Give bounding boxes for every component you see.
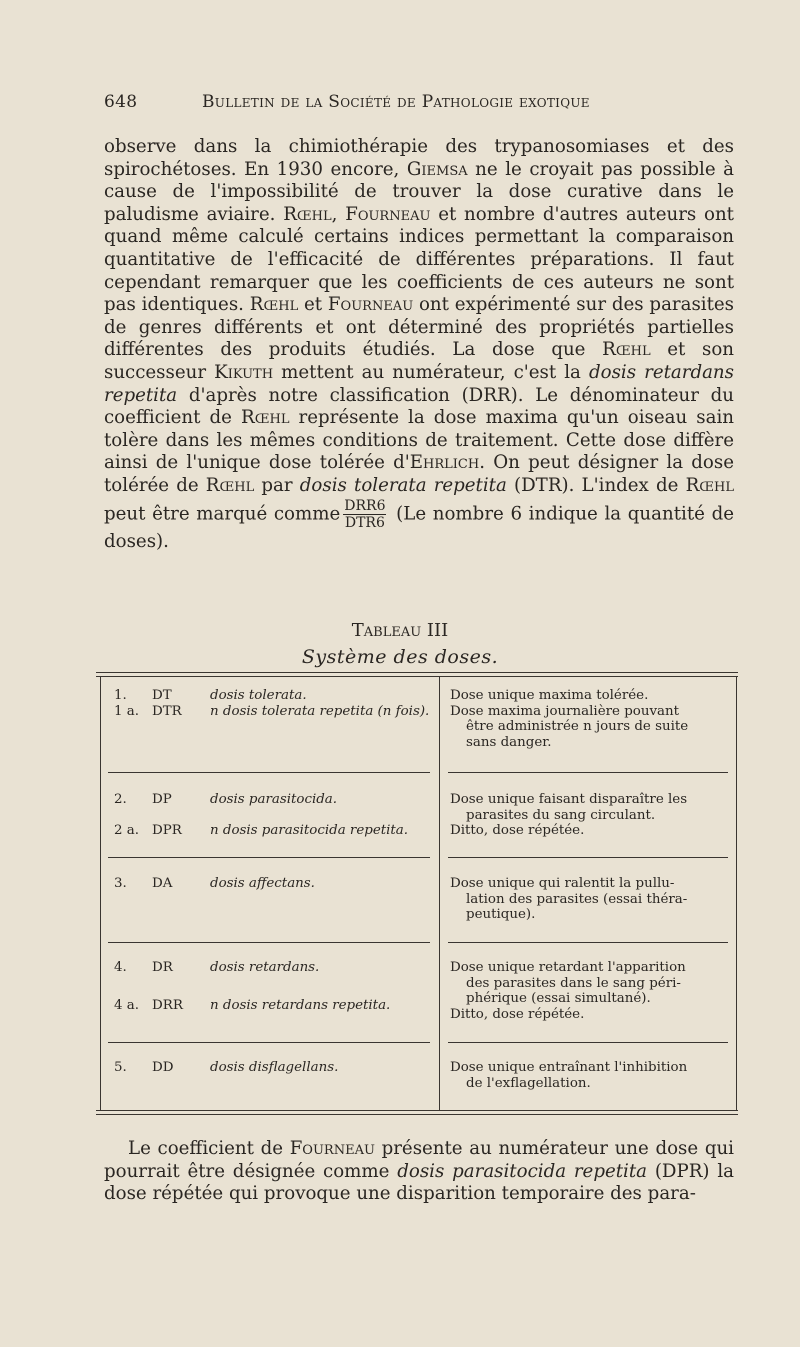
desc-line: des parasites dans le sang péri- <box>466 975 681 991</box>
body-paragraph <box>104 136 734 553</box>
row-abbr: DD <box>152 1060 174 1075</box>
desc-line: Ditto, dose répétée. <box>450 823 585 839</box>
author-name: Kikuth <box>214 361 274 383</box>
author-name: Rœhl <box>241 407 290 429</box>
author-name: Rœhl <box>602 339 651 361</box>
desc-line: être administrée n jours de suite <box>466 719 689 735</box>
row-latin: dosis tolerata. <box>210 688 307 703</box>
latin-term: dosis tolerata repetita <box>299 474 507 496</box>
text-run: peut être marqué comme <box>104 503 341 524</box>
row-number: 4 a. <box>114 997 140 1013</box>
table-title: Tableau III <box>351 620 449 641</box>
row-latin: dosis affectans. <box>210 876 315 891</box>
text-run: d'après notre classification (DRR). Le dénominateur du coefficient de <box>104 384 734 429</box>
row-latin: dosis disflagellans. <box>210 1060 339 1075</box>
table-subtitle: Système des doses. <box>301 646 499 668</box>
text-run: et <box>298 294 328 316</box>
text-run: ont expérimenté sur des parasites de genres différents et ont déterminé des propriétés partielles différentes des produits étudiés. La dose que <box>104 294 735 361</box>
footer-paragraph <box>104 1138 734 1206</box>
row-abbr: DR <box>152 960 173 975</box>
author-name: Rœhl <box>685 474 735 496</box>
author-name: Fourneau <box>345 203 431 225</box>
row-latin: n dosis tolerata repetita (n fois). <box>210 703 430 719</box>
desc-line: Dose unique entraînant l'inhibition <box>450 1060 688 1075</box>
text-run: (DTR). L'index de <box>506 474 686 496</box>
author-name: Rœhl <box>205 474 255 496</box>
table-bottom-rule-outer <box>96 1114 738 1115</box>
fraction-numerator: DRR6 <box>344 497 386 514</box>
row-separator <box>108 772 430 773</box>
table-row <box>114 1060 338 1076</box>
author-name: Rœhl <box>249 294 299 316</box>
row-separator <box>448 1042 728 1043</box>
desc-line: phérique (essai simultané). <box>466 991 651 1007</box>
desc-line: lation des parasites (essai théra- <box>466 891 688 907</box>
table-desc <box>450 792 732 839</box>
table-bottom-rule <box>96 1110 738 1111</box>
table-left-border <box>100 676 101 1110</box>
fraction-denominator: DTR6 <box>344 514 385 531</box>
text-run: (DPR) la dose répétée qui provoque une disparition temporaire des para- <box>104 1160 734 1205</box>
author-name: Giemsa <box>406 158 468 180</box>
row-number: 2. <box>114 792 127 807</box>
table-desc <box>450 1060 732 1091</box>
table-row <box>114 688 429 719</box>
table-row <box>114 960 390 1013</box>
table-desc <box>450 876 732 923</box>
text-run: et nombre d'autres auteurs ont quand même calculé certains indices permettant la comparaison quantitative de l'efficacité de différentes préparations. Il faut cependant remarquer que les coefficients de ces auteurs ne sont pas identiques. <box>104 203 734 316</box>
desc-line: sans danger. <box>466 734 552 750</box>
author-name: Rœhl <box>283 203 332 225</box>
index-fraction <box>343 498 386 531</box>
row-number: 2 a. <box>114 822 140 838</box>
row-number: 3. <box>114 876 127 891</box>
row-separator <box>108 1042 430 1043</box>
text-run: Le coefficient de <box>128 1138 290 1159</box>
text-run: et son successeur <box>104 339 734 383</box>
row-abbr: DA <box>152 876 173 891</box>
dose-table <box>96 672 738 1116</box>
table-row <box>114 792 408 838</box>
desc-line: parasites du sang circulant. <box>466 807 656 823</box>
author-name: Ehrlich <box>409 452 480 474</box>
row-separator <box>448 857 728 858</box>
table-top-rule-inner <box>96 676 738 677</box>
row-latin: n dosis retardans repetita. <box>210 997 391 1013</box>
desc-line: Dose unique retardant l'apparition <box>450 960 686 975</box>
row-latin: dosis parasitocida. <box>210 792 338 807</box>
running-header <box>104 92 724 112</box>
latin-term: dosis retardans repetita <box>104 361 734 406</box>
text-run: présente au numérateur une dose qui pourrait être désignée comme <box>104 1138 734 1182</box>
desc-line: Dose unique faisant disparaître les <box>450 792 688 807</box>
text-run: représente la dose maxima qu'un oiseau sain tolère dans les mêmes conditions de traitement. Cette dose diffère ainsi de l'unique dose tolérée d' <box>104 407 734 474</box>
page-number: 648 <box>104 92 138 112</box>
running-title: Bulletin de la Société de Pathologie exotique <box>202 92 590 112</box>
latin-term: dosis parasitocida repetita <box>397 1160 648 1182</box>
text-run: . On peut désigner la dose tolérée de <box>104 452 734 496</box>
text-run: , <box>331 203 346 225</box>
row-abbr: DP <box>152 792 172 807</box>
table-top-rule <box>96 672 738 673</box>
row-abbr: DTR <box>152 703 182 719</box>
row-number: 5. <box>114 1060 127 1075</box>
text-run: mettent au numérateur, c'est la <box>273 361 589 383</box>
table-row <box>114 876 315 892</box>
row-abbr: DRR <box>152 997 183 1013</box>
row-latin: n dosis parasitocida repetita. <box>210 822 409 838</box>
row-separator <box>108 857 430 858</box>
desc-line: peutique). <box>466 907 536 923</box>
author-name: Fourneau <box>289 1138 375 1159</box>
text-run: par <box>254 474 300 496</box>
row-abbr: DPR <box>152 822 182 838</box>
row-separator <box>448 772 728 773</box>
text-run: ne le croyait pas possible à cause de l'impossibilité de trouver la dose curative dans le paludisme aviaire. <box>104 158 734 225</box>
row-number: 1. <box>114 688 127 703</box>
desc-line: Ditto, dose répétée. <box>450 1006 585 1022</box>
row-separator <box>448 942 728 943</box>
row-number: 4. <box>114 960 127 975</box>
desc-line: Dose unique maxima tolérée. <box>450 688 649 703</box>
row-number: 1 a. <box>114 703 140 719</box>
table-desc <box>450 960 732 1022</box>
text-run: (Le nombre 6 indique la quantité de doses). <box>104 503 734 552</box>
row-separator <box>108 942 430 943</box>
text-run: observe dans la chimiothérapie des trypanosomiases et des spirochétoses. En 1930 encore, <box>104 136 734 180</box>
author-name: Fourneau <box>327 294 414 316</box>
table-desc <box>450 688 732 750</box>
desc-line: Dose unique qui ralentit la pullu- <box>450 876 675 891</box>
row-latin: dosis retardans. <box>210 960 320 975</box>
row-abbr: DT <box>152 688 172 703</box>
table-right-border <box>736 676 737 1110</box>
desc-line: de l'exflagellation. <box>466 1075 591 1091</box>
table-center-border <box>439 676 440 1110</box>
desc-line: Dose maxima journalière pouvant <box>450 703 680 719</box>
